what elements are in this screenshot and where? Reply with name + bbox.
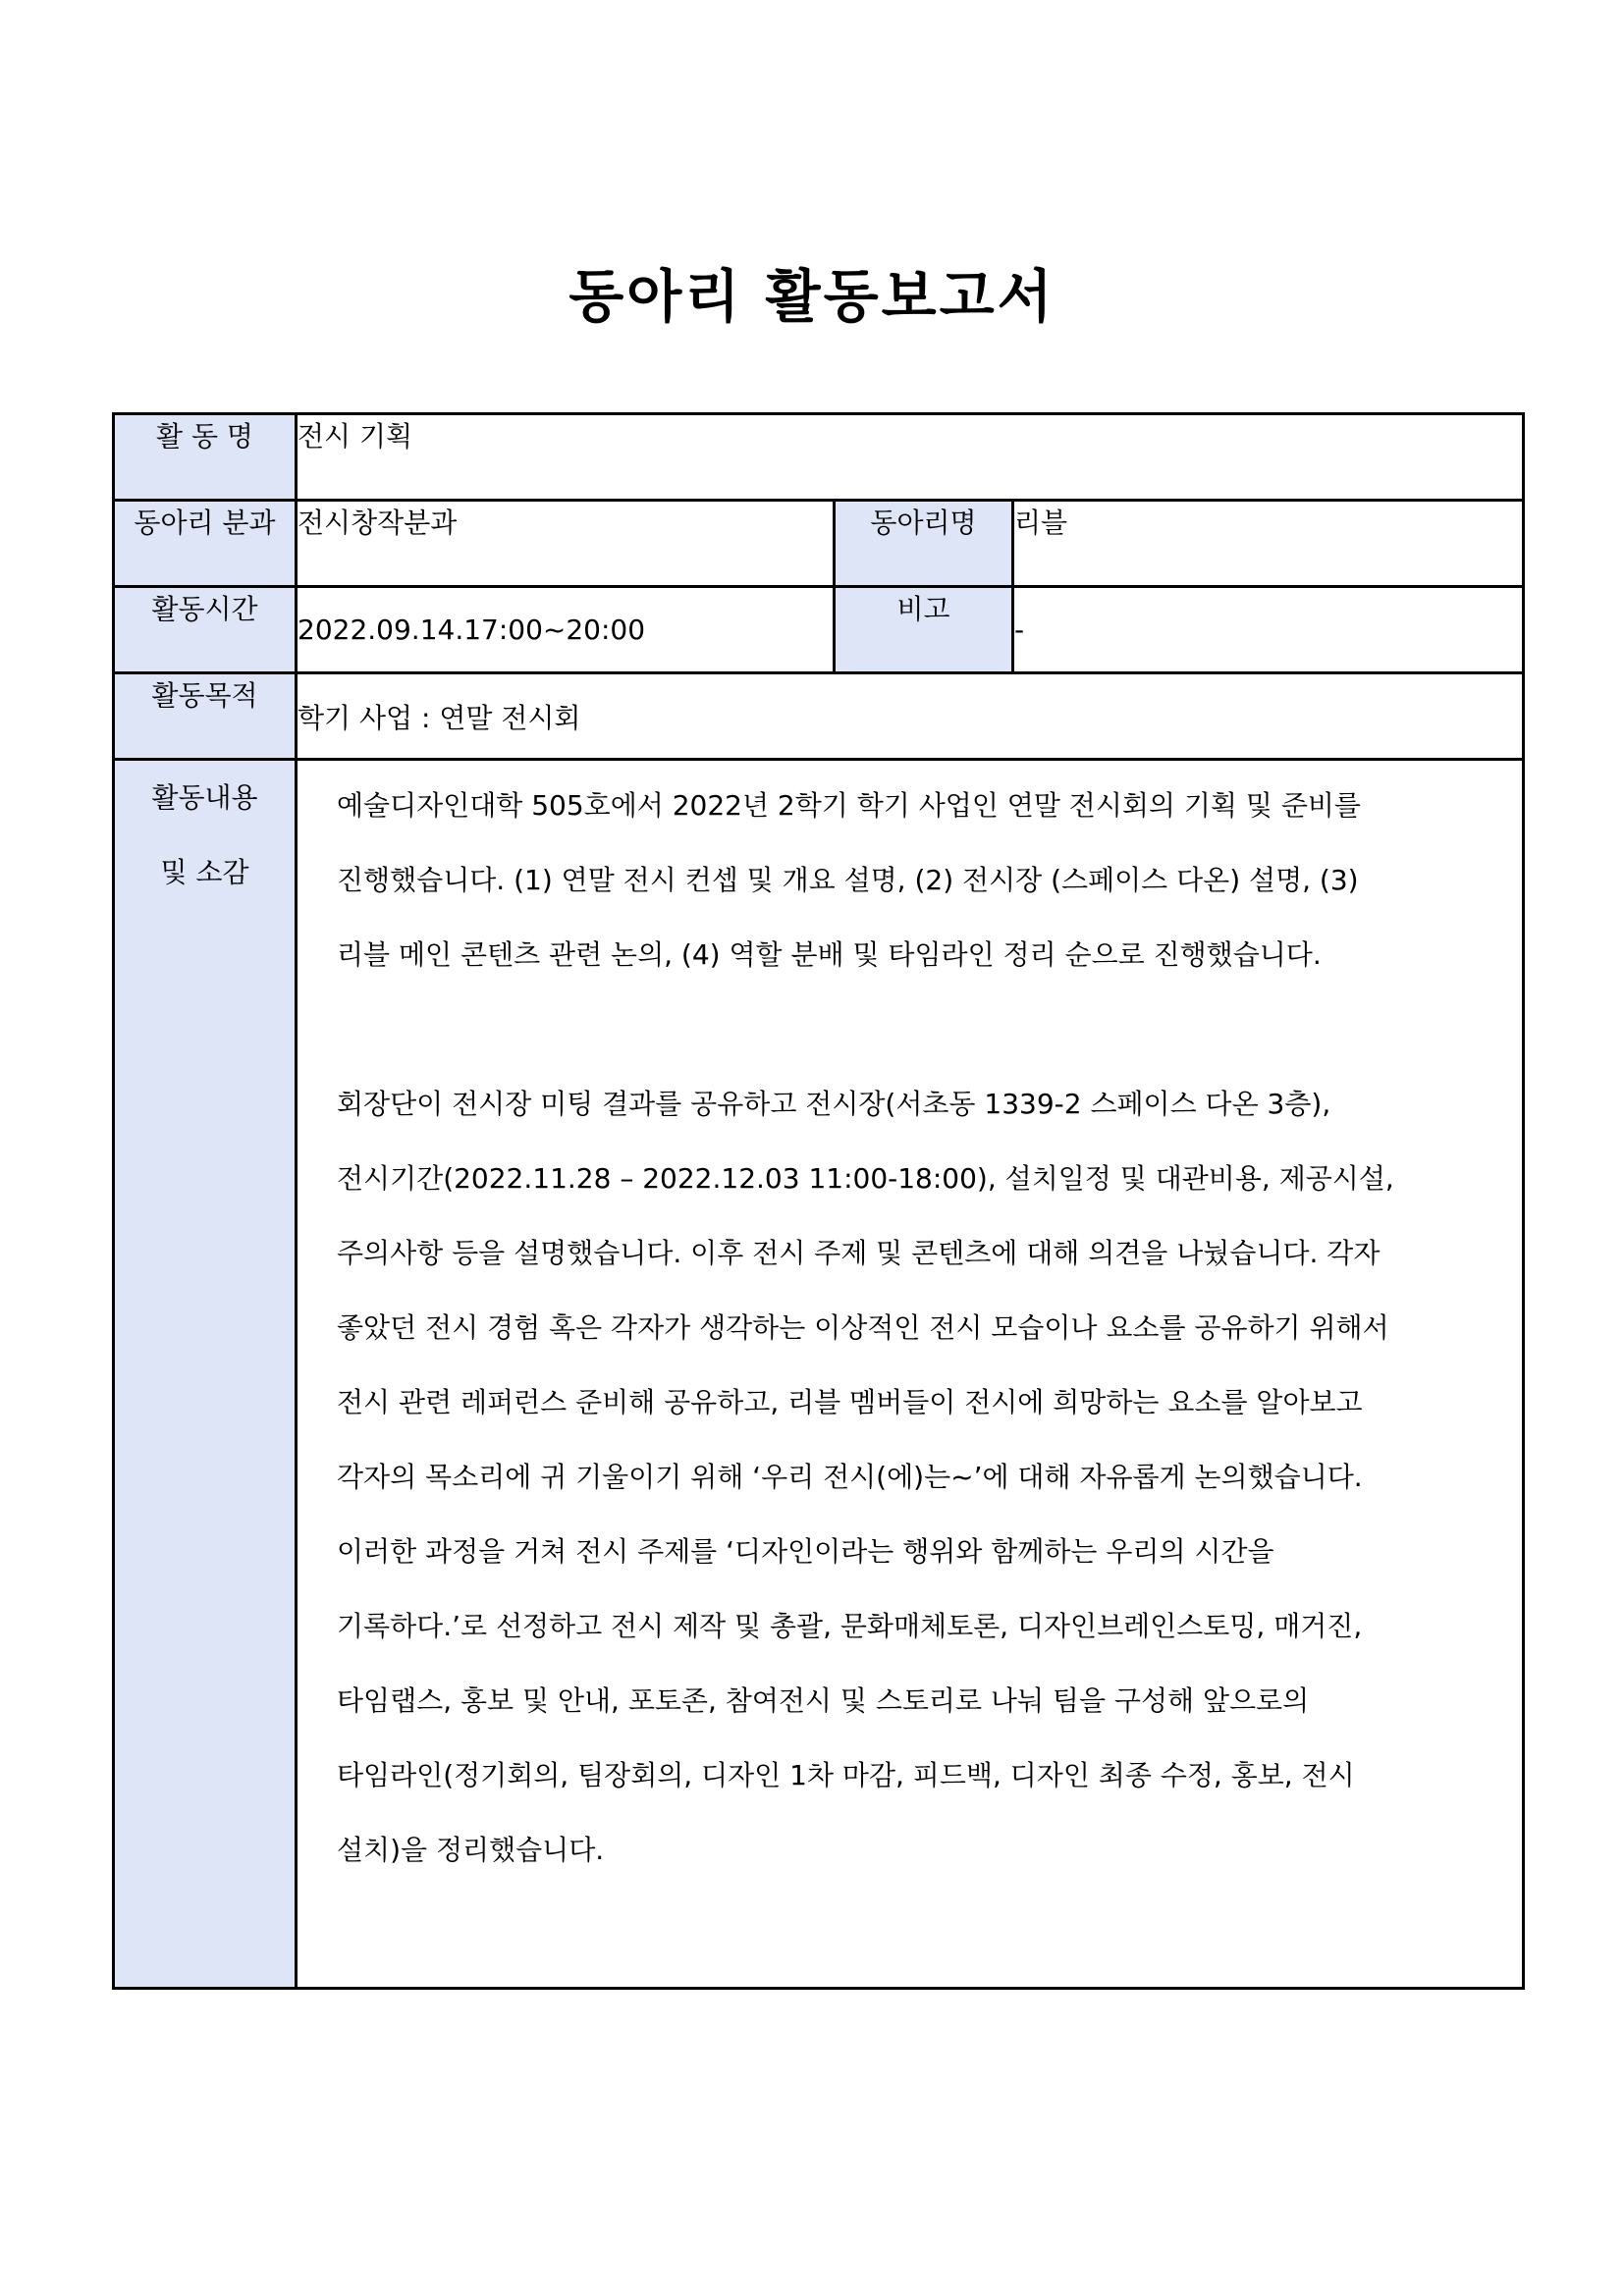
content-line: 전시 관련 레퍼런스 준비해 공유하고, 리블 멤버들이 전시에 희망하는 요소를 알아보고 xyxy=(337,1386,1363,1418)
activity-name-label xyxy=(114,414,297,501)
content-line: 설치)을 정리했습니다. xyxy=(337,1834,605,1866)
club-division-label: 동아리 분과 xyxy=(114,501,297,587)
content-line: 기록하다.’로 선정하고 전시 제작 및 총괄, 문화매체토론, 디자인브레인스토밍, 매거진, xyxy=(337,1610,1363,1642)
content-line: 진행했습니다. (1) 연말 전시 컨셉 및 개요 설명, (2) 전시장 (스페이스 다온) 설명, (3) xyxy=(337,864,1359,896)
content-line: 전시기간(2022.11.28 – 2022.12.03 11:00-18:00), 설치일정 및 대관비용, 제공시설, xyxy=(337,1162,1394,1195)
row-club-division xyxy=(114,501,1524,587)
activity-name-label-text: 활 동 명 xyxy=(156,420,253,453)
content-line: 좋았던 전시 경험 혹은 각자가 생각하는 이상적인 전시 모습이나 요소를 공유하기 위해서 xyxy=(337,1311,1389,1344)
content-body xyxy=(298,761,1522,1888)
page-title: 동아리 활동보고서 xyxy=(568,263,1056,330)
content-line: 리블 메인 콘텐츠 관련 논의, (4) 역할 분배 및 타임라인 정리 순으로 진행했습니다. xyxy=(337,938,1322,971)
club-name-label: 동아리명 xyxy=(835,501,1013,587)
content-line: 예술디자인대학 505호에서 2022년 2학기 학기 사업인 연말 전시회의 기획 및 준비를 xyxy=(337,789,1361,822)
content-line: 타임랩스, 홍보 및 안내, 포토존, 참여전시 및 스토리로 나눠 팀을 구성해 앞으로의 xyxy=(337,1684,1310,1717)
content-label-line1: 활동내용 xyxy=(151,781,258,814)
activity-report-table xyxy=(112,412,1525,1990)
content-line: 회장단이 전시장 미팅 결과를 공유하고 전시장(서초동 1339-2 스페이스 다온 3층), xyxy=(337,1088,1331,1120)
paragraph-gap xyxy=(337,992,1483,1067)
activity-time-label: 활동시간 xyxy=(114,587,297,673)
content-line: 각자의 목소리에 귀 기울이기 위해 ‘우리 전시(에)는~’에 대해 자유롭게 논의했습니다. xyxy=(337,1461,1363,1493)
content-line: 주의사항 등을 설명했습니다. 이후 전시 주제 및 콘텐츠에 대해 의견을 나눴습니다. 각자 xyxy=(337,1237,1380,1269)
content-value xyxy=(297,760,1524,1989)
row-purpose xyxy=(114,673,1524,760)
purpose-label: 활동목적 xyxy=(114,673,297,760)
content-line: 타임라인(정기회의, 팀장회의, 디자인 1차 마감, 피드백, 디자인 최종 수정, 홍보, 전시 xyxy=(337,1759,1355,1791)
row-activity-name xyxy=(114,414,1524,501)
remarks-value: - xyxy=(1013,587,1524,673)
content-label xyxy=(114,760,297,1989)
activity-time-value: 2022.09.14.17:00~20:00 xyxy=(297,587,835,673)
row-activity-time xyxy=(114,587,1524,673)
row-content xyxy=(114,760,1524,1989)
content-line: 이러한 과정을 거쳐 전시 주제를 ‘디자인이라는 행위와 함께하는 우리의 시간을 xyxy=(337,1535,1274,1568)
content-label-line2: 및 소감 xyxy=(160,856,249,888)
remarks-label: 비고 xyxy=(835,587,1013,673)
purpose-value: 학기 사업 : 연말 전시회 xyxy=(297,673,1524,760)
club-name-value: 리블 xyxy=(1013,501,1524,587)
activity-name-value: 전시 기획 xyxy=(297,414,1524,501)
club-division-value: 전시창작분과 xyxy=(297,501,835,587)
